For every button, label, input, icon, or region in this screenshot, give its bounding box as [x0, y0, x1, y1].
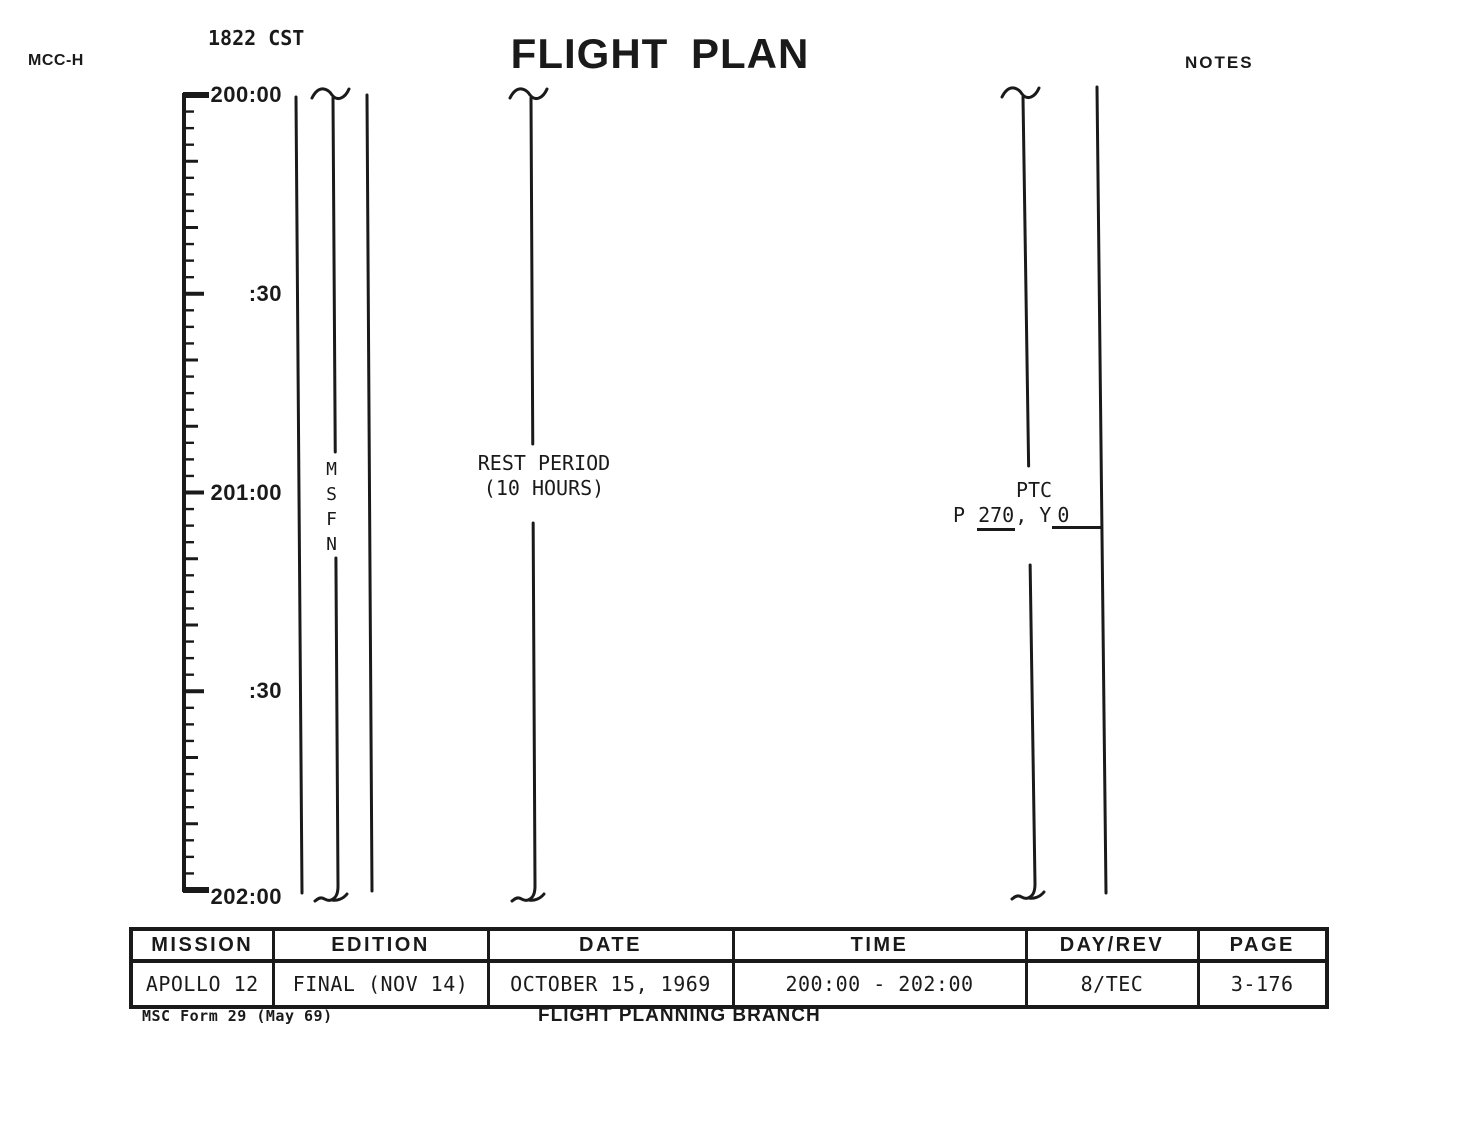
branch-label: FLIGHT PLANNING BRANCH: [538, 1005, 821, 1026]
header-page: PAGE: [1198, 929, 1327, 961]
rest-line: [531, 98, 533, 444]
value-day-rev: 8/TEC: [1026, 961, 1198, 1007]
msfn-line: [336, 558, 338, 886]
value-page: 3-176: [1198, 961, 1327, 1007]
header-time: TIME: [733, 929, 1026, 961]
ptc-annotation-title: PTC: [1015, 478, 1053, 502]
time-label: :30: [248, 678, 282, 704]
ptc-line-top-squiggle: [1002, 88, 1039, 98]
ptc-line: [1023, 97, 1029, 466]
msfn-coverage-label: MSFN: [321, 459, 342, 559]
ptc-mid-text: , Y: [1015, 503, 1052, 527]
ptc-line-bottom-squiggle: [1012, 884, 1035, 899]
ptc-p-prefix: P: [953, 503, 978, 527]
page-title: FLIGHT PLAN: [510, 30, 810, 77]
ptc-attitude-values: [953, 503, 1069, 527]
rest-period-line2: (10 HOURS): [483, 476, 605, 500]
table-header-row: [131, 929, 1327, 961]
time-label: 201:00: [210, 479, 282, 505]
header-mission: MISSION: [131, 929, 273, 961]
ptc-yaw-value: 0: [1057, 503, 1070, 527]
cst-time-label: 1822 CST: [208, 26, 305, 50]
form-number-label: MSC Form 29 (May 69): [142, 1007, 333, 1025]
left-line-1: [296, 97, 302, 893]
rest-line-bottom-squiggle: [512, 886, 535, 901]
ptc-pitch-value: 270: [977, 503, 1015, 531]
time-label: 200:00: [210, 82, 282, 107]
value-date: OCTOBER 15, 1969: [488, 961, 733, 1007]
header-day-rev: DAY/REV: [1026, 929, 1198, 961]
rest-period-annotation: [448, 451, 640, 501]
header-date: DATE: [488, 929, 733, 961]
msfn-line-top-squiggle: [312, 89, 349, 99]
time-label: 202:00: [210, 884, 282, 909]
msfn-line: [333, 98, 335, 452]
rest-period-line1: REST PERIOD: [477, 451, 611, 475]
rest-line: [533, 523, 535, 886]
notes-column-label: NOTES: [1185, 53, 1254, 72]
mcc-h-label: MCC-H: [28, 52, 84, 69]
mission-data-table: [129, 927, 1329, 1009]
msfn-line-bottom-squiggle: [315, 886, 338, 901]
left-line-2: [367, 95, 372, 891]
header-edition: EDITION: [273, 929, 488, 961]
value-mission: APOLLO 12: [131, 961, 273, 1007]
value-time: 200:00 - 202:00: [733, 961, 1026, 1007]
notes-line: [1097, 87, 1106, 893]
time-label: :30: [248, 280, 282, 306]
table-value-row: [131, 961, 1327, 1007]
value-edition: FINAL (NOV 14): [273, 961, 488, 1007]
rest-line-top-squiggle: [510, 89, 547, 99]
ptc-line: [1030, 565, 1035, 884]
